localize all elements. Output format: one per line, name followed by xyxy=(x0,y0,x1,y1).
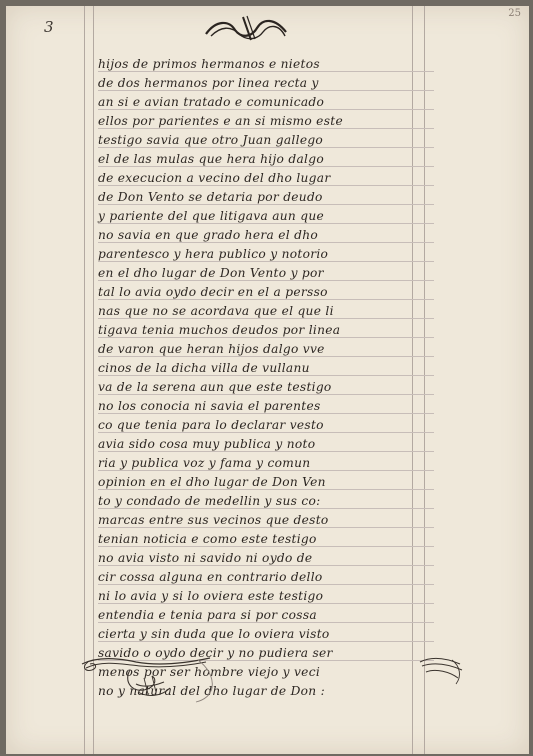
text-line: de dos hermanos por linea recta y xyxy=(98,76,319,90)
margin-rule-left-outer xyxy=(84,6,85,754)
text-line: en el dho lugar de Don Vento y por xyxy=(98,266,324,280)
text-line: ellos por parientes e an si mismo este xyxy=(98,114,343,128)
header-flourish-ornament xyxy=(201,14,291,42)
text-line: no y natural del dho lugar de Don : xyxy=(98,684,326,698)
text-block xyxy=(98,54,434,698)
text-line: co que tenia para lo declarar vesto xyxy=(98,418,324,432)
bottom-flourish-ornament xyxy=(78,654,218,706)
text-line: no avia visto ni savido ni oydo de xyxy=(98,551,313,565)
text-line: ni lo avia y si lo oviera este testigo xyxy=(98,589,324,603)
text-line: entendia e tenia para si por cossa xyxy=(98,608,317,622)
text-line: de execucion a vecino del dho lugar xyxy=(98,171,331,185)
text-line: menos por ser hombre viejo y veci xyxy=(98,665,321,679)
text-line: to y condado de medellin y sus co: xyxy=(98,494,321,508)
text-line: de Don Vento se detaria por deudo xyxy=(98,190,323,204)
text-line: testigo savia que otro Juan gallego xyxy=(98,133,324,147)
text-line: ria y publica voz y fama y comun xyxy=(98,456,311,470)
folio-number-left: 3 xyxy=(44,18,54,36)
manuscript-page xyxy=(6,6,529,754)
text-line: y pariente del que litigava aun que xyxy=(98,209,325,223)
text-line: cierta y sin duda que lo oviera visto xyxy=(98,627,330,641)
text-line: hijos de primos hermanos e nietos xyxy=(98,57,320,71)
text-line: an si e avian tratado e comunicado xyxy=(98,95,325,109)
text-line: tigava tenia muchos deudos por linea xyxy=(98,323,341,337)
right-flourish-ornament xyxy=(416,654,468,706)
text-line: avia sido cosa muy publica y noto xyxy=(98,437,316,451)
text-line: no los conocia ni savia el parentes xyxy=(98,399,321,413)
text-line: cinos de la dicha villa de vullanu xyxy=(98,361,310,375)
text-line: va de la serena aun que este testigo xyxy=(98,380,332,394)
text-line: cir cossa alguna en contrario dello xyxy=(98,570,323,584)
text-line: tenian noticia e como este testigo xyxy=(98,532,317,546)
text-line: opinion en el dho lugar de Don Ven xyxy=(98,475,326,489)
text-line: tal lo avia oydo decir en el a persso xyxy=(98,285,328,299)
text-line: marcas entre sus vecinos que desto xyxy=(98,513,329,527)
text-line: de varon que heran hijos dalgo vve xyxy=(98,342,325,356)
folio-number-right: 25 xyxy=(508,8,521,19)
text-line: parentesco y hera publico y notorio xyxy=(98,247,329,261)
text-line: no savia en que grado hera el dho xyxy=(98,228,318,242)
text-line: nas que no se acordava que el que li xyxy=(98,304,334,318)
text-line: savido o oydo decir y no pudiera ser xyxy=(98,646,333,660)
margin-rule-left-inner xyxy=(93,6,94,754)
text-line: el de las mulas que hera hijo dalgo xyxy=(98,152,324,166)
